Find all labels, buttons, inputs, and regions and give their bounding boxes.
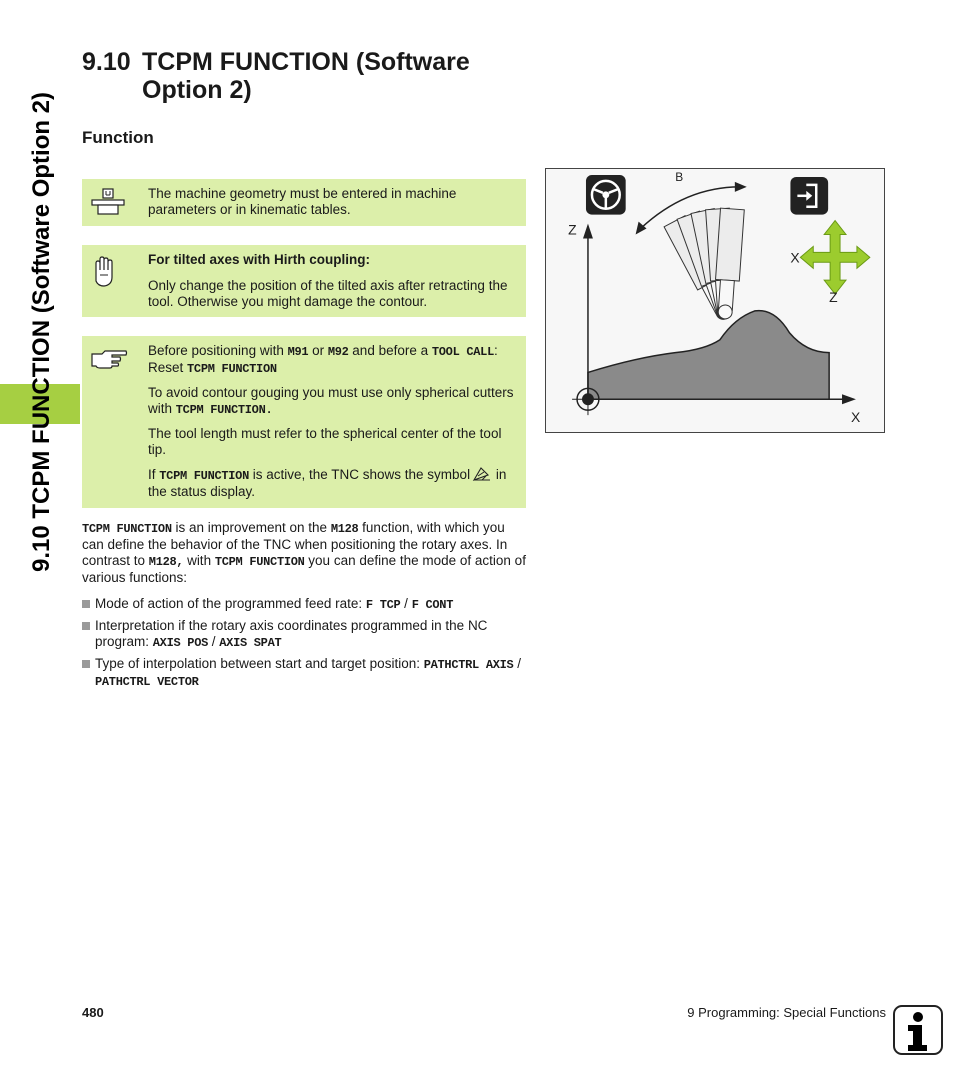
steering-wheel-icon	[586, 175, 626, 215]
note-text: The machine geometry must be entered in machine parameters or in kinematic tables.	[148, 186, 457, 217]
note-paragraph-3: The tool length must refer to the spherical center of the tool tip.	[148, 426, 502, 457]
title-line2: Option 2)	[142, 76, 252, 104]
chapter-title: 9 Programming: Special Functions	[687, 1005, 886, 1020]
page-title	[82, 48, 470, 104]
list-item: Interpretation if the rotary axis coordinates programmed in the NC program: AXIS POS / AXIS SPAT	[82, 618, 528, 651]
note-paragraph-1: Before positioning with M91 or M92 and before a TOOL CALL: Reset TCPM FUNCTION	[148, 343, 498, 376]
bullet-square-icon	[82, 600, 90, 608]
exit-arrow-icon	[790, 177, 828, 215]
b-axis-label: B	[675, 169, 684, 184]
body-content	[82, 520, 528, 695]
intro-paragraph: TCPM FUNCTION is an improvement on the M128 function, with which you can define the behavior of the TNC when positioning the rotary axes. In contrast to M128, with TCPM FUNCTION you can define the mode of action of various functions:	[82, 520, 526, 585]
info-icon	[893, 1005, 943, 1055]
note-text: Only change the position of the tilted axis after retracting the tool. Otherwise you might damage the contour.	[148, 278, 508, 309]
section-subheading: Function	[82, 128, 154, 147]
four-way-arrow-icon	[800, 221, 869, 294]
section-number: 9.10	[82, 48, 131, 76]
z-axis-label: Z	[568, 221, 577, 238]
machine-parameters-icon	[90, 187, 126, 217]
note-paragraph-2: To avoid contour gouging you must use only spherical cutters with TCPM FUNCTION.	[148, 385, 514, 417]
tcpm-status-symbol-icon	[472, 466, 492, 482]
feature-list	[82, 596, 528, 690]
bullet-square-icon	[82, 622, 90, 630]
note-tcpm-usage	[82, 336, 526, 508]
tcpm-illustration	[545, 168, 885, 433]
pointing-hand-icon	[90, 348, 128, 370]
workpiece-shape	[588, 311, 829, 400]
note-hirth-coupling	[82, 245, 526, 317]
hand-caution-icon	[92, 255, 116, 289]
title-line1: TCPM FUNCTION (Software	[142, 48, 470, 76]
list-item: Mode of action of the programmed feed rate: F TCP / F CONT	[82, 596, 528, 613]
note-title: For tilted axes with Hirth coupling:	[148, 252, 371, 267]
bullet-square-icon	[82, 660, 90, 668]
list-item: Type of interpolation between start and target position: PATHCTRL AXIS / PATHCTRL VECTOR	[82, 656, 528, 690]
x-axis-label: X	[850, 409, 861, 426]
note-machine-geometry	[82, 179, 526, 226]
tool-positions	[664, 208, 744, 324]
side-chapter-title: 9.10 TCPM FUNCTION (Software Option 2)	[28, 91, 55, 572]
page-number: 480	[82, 1005, 104, 1020]
z-arrow-label: Z	[829, 288, 838, 305]
note-paragraph-4: If TCPM FUNCTION is active, the TNC shows the symbol in the status display.	[148, 467, 507, 499]
x-arrow-label: X	[790, 249, 800, 266]
